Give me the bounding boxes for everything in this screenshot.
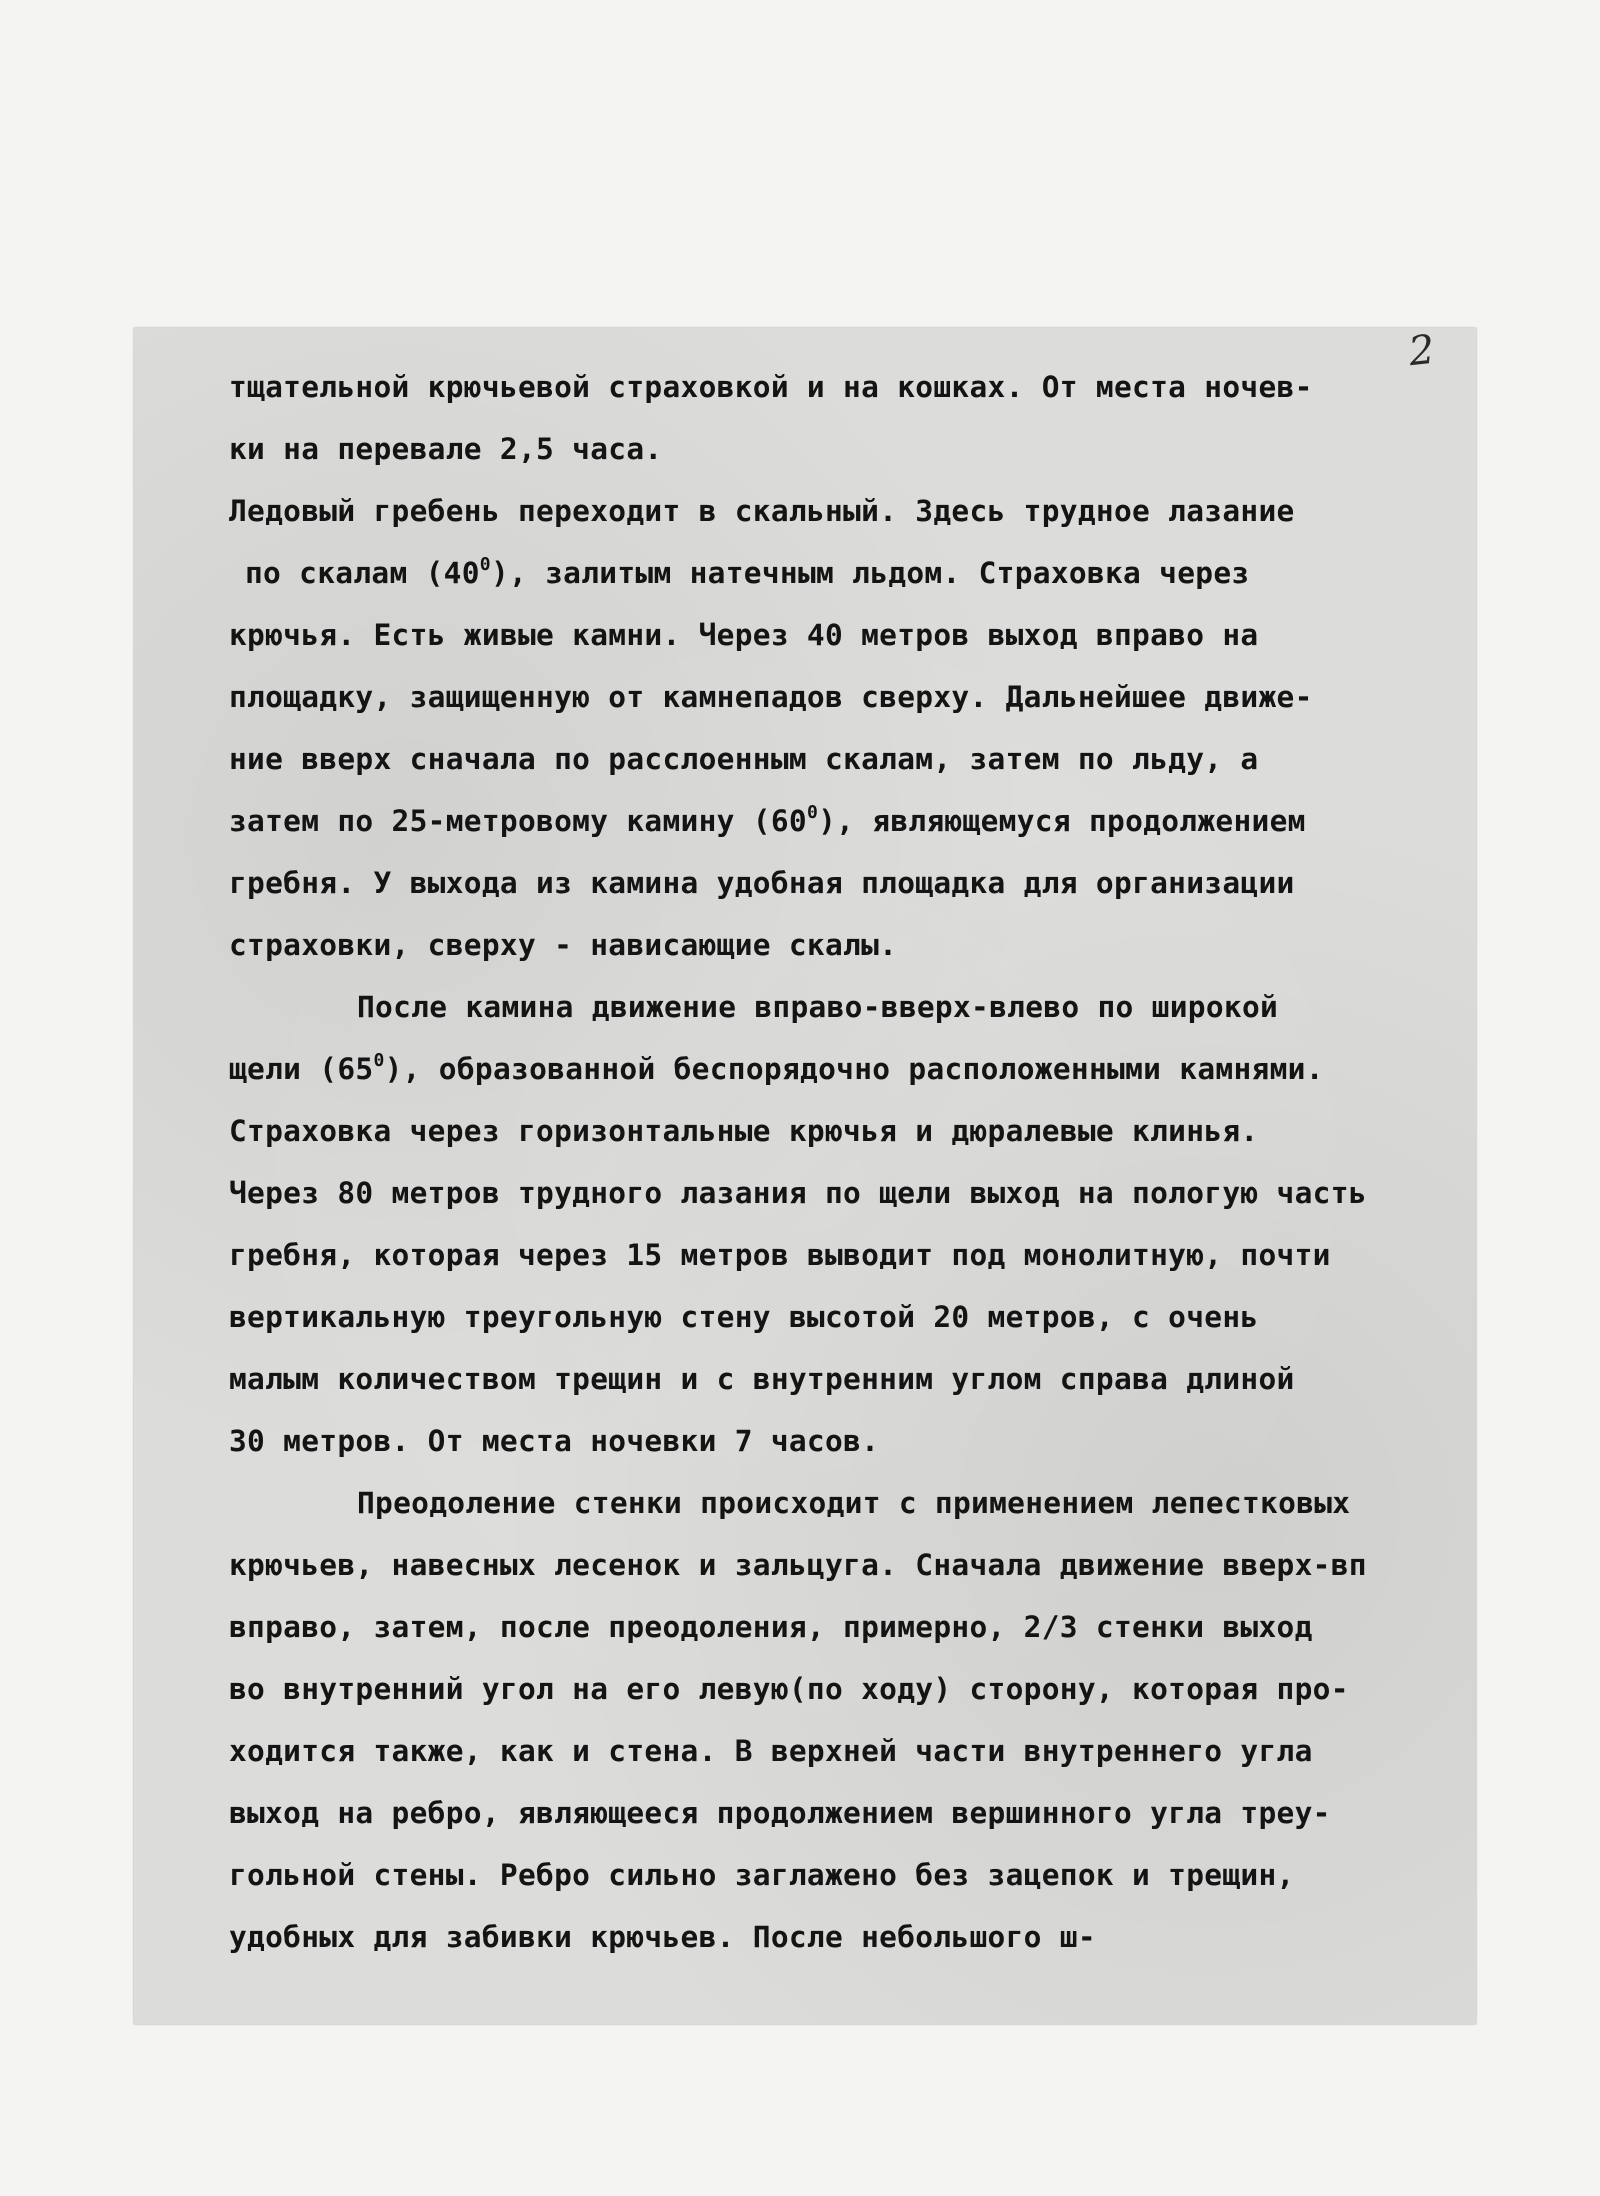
text-line: ходится также, как и стена. В верхней части внутреннего угла (229, 1734, 1313, 1768)
text-fragment: щели (65 (229, 1052, 374, 1086)
degree-mark: 0 (373, 1050, 385, 1071)
text-line: выход на ребро, являющееся продолжением вершинного угла треу- (229, 1796, 1331, 1830)
text-line: ние вверх сначала по расслоенным скалам, затем по льду, а (229, 742, 1259, 776)
text-line: Страховка через горизонтальные крючья и дюралевые клинья. (229, 1114, 1259, 1148)
text-line: площадку, защищенную от камнепадов сверху. Дальнейшее движе- (229, 680, 1313, 714)
text-line: вертикальную треугольную стену высотой 20 метров, с очень (229, 1300, 1259, 1334)
text-line: тщательной крючьевой страховкой и на кошках. От места ночев- (229, 370, 1313, 404)
text-line: ки на перевале 2,5 часа. (229, 432, 663, 466)
text-fragment: по скалам (40 (245, 556, 480, 590)
text-line: удобных для забивки крючьев. После небольшого ш- (229, 1920, 1096, 1954)
text-line: Ледовый гребень переходит в скальный. Здесь трудное лазание (229, 494, 1295, 528)
degree-mark: 0 (479, 554, 491, 575)
paragraph-start-line: После камина движение вправо-вверх-влево по широкой (357, 990, 1279, 1024)
text-line (229, 542, 1389, 604)
text-line: во внутренний угол на его левую(по ходу) сторону, которая про- (229, 1672, 1349, 1706)
page-number: 2 (1406, 326, 1437, 376)
text-fragment: ), образованной беспорядочно расположенными камнями. (384, 1052, 1324, 1086)
text-line: Через 80 метров трудного лазания по щели выход на пологую часть (229, 1176, 1367, 1210)
text-line (229, 1038, 1389, 1100)
page-body-text (229, 356, 1389, 1968)
text-fragment: затем по 25-метровому камину (60 (229, 804, 807, 838)
text-line: гребня. У выхода из камина удобная площадка для организации (229, 866, 1295, 900)
text-line: крючьев, навесных лесенок и зальцуга. Сначала движение вверх-вп (229, 1548, 1367, 1582)
text-line: вправо, затем, после преодоления, примерно, 2/3 стенки выход (229, 1610, 1313, 1644)
paragraph-start-line: Преодоление стенки происходит с применением лепестковых (357, 1486, 1351, 1520)
text-line: гольной стены. Ребро сильно заглажено без зацепок и трещин, (229, 1858, 1295, 1892)
degree-mark: 0 (806, 802, 819, 823)
text-line: страховки, сверху - нависающие скалы. (229, 928, 898, 962)
text-line (229, 790, 1389, 852)
text-line: гребня, которая через 15 метров выводит под монолитную, почти (229, 1238, 1331, 1272)
text-line: крючья. Есть живые камни. Через 40 метров выход вправо на (229, 618, 1259, 652)
text-line: 30 метров. От места ночевки 7 часов. (229, 1424, 880, 1458)
typewritten-page (134, 328, 1476, 2024)
text-fragment: ), залитым натечным льдом. Страховка через (490, 556, 1250, 590)
text-line: малым количеством трещин и с внутренним углом справа длиной (229, 1362, 1295, 1396)
text-fragment: ), являющемуся продолжением (818, 804, 1306, 838)
